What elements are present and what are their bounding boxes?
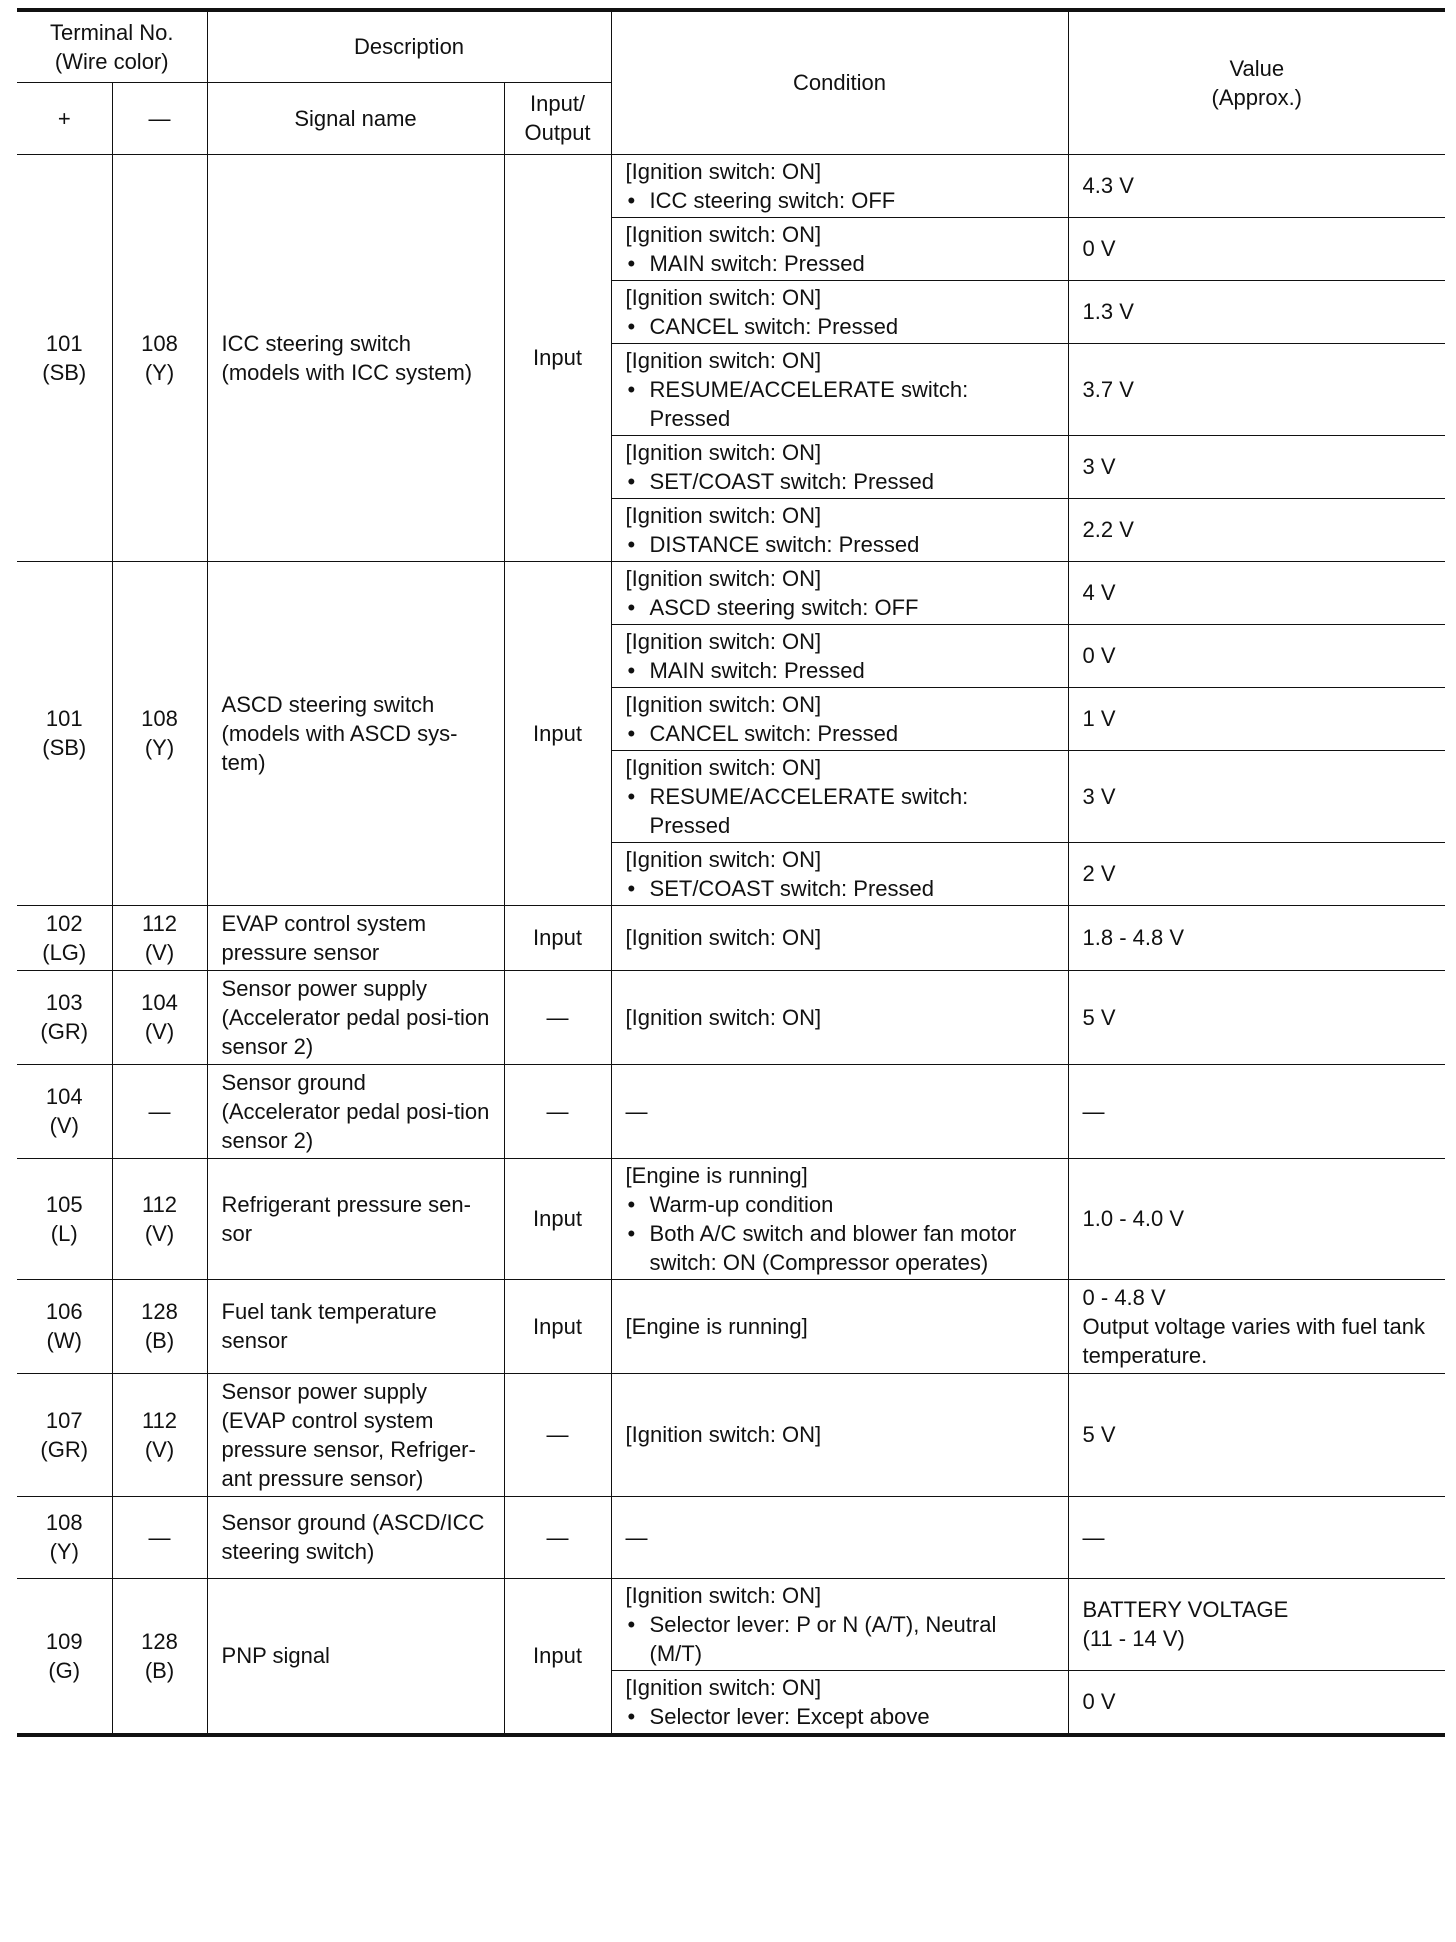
condition-bullet: • CANCEL switch: Pressed [626,719,1054,748]
input-output [504,905,611,970]
terminal-plus-text: 107 [45,1407,83,1433]
input-output [504,1496,611,1578]
value-text: 5 V [1082,1422,1116,1447]
condition-cell [611,970,1068,1064]
terminal-minus [112,154,207,561]
input-output-text: — [546,1004,569,1030]
terminal-plus-text: (SB) [42,735,87,760]
terminal-minus-text: (B) [144,1657,175,1683]
condition-head: [Ignition switch: ON] [625,691,822,717]
terminal-minus [112,1158,207,1279]
condition-head: [Ignition switch: ON] [625,628,822,654]
value-cell [1068,1578,1445,1670]
input-output-text: Input [533,925,582,950]
input-output-text: Input [533,720,582,746]
table-row [17,970,1445,1064]
terminal-plus-text: (GR) [40,1019,89,1044]
terminal-minus-text: (V) [144,1436,175,1462]
input-output [504,1373,611,1496]
value-cell [1068,624,1445,687]
value-text: 0 V [1082,643,1116,668]
signal-name-text: Sensor ground (ASCD/ICC steering switch) [221,1510,485,1564]
condition-head: [Ignition switch: ON] [625,502,822,528]
condition-head: — [625,1524,648,1550]
signal-name [207,1064,504,1158]
value-cell [1068,561,1445,624]
terminal-plus-text: 102 [45,910,83,936]
condition-bullet: • SET/COAST switch: Pressed [626,467,1054,496]
input-output-text: Input [533,1643,582,1668]
terminal-plus-text: 101 [45,330,83,356]
terminal-plus-text: (SB) [42,359,87,385]
terminal-plus-text: 101 [45,706,83,731]
value-text: 5 V [1082,1004,1116,1030]
terminal-minus [112,1373,207,1496]
terminal-plus [17,1158,112,1279]
io-header-line-1: Input/ [530,91,586,116]
table-row [17,1064,1445,1158]
terminal-plus-text: (GR) [40,1436,89,1462]
terminal-plus [17,970,112,1064]
terminal-plus-text: 108 [45,1510,83,1535]
terminal-minus [112,970,207,1064]
value-cell [1068,154,1445,217]
signal-name [207,1578,504,1735]
terminal-minus [112,1496,207,1578]
terminal-minus-text: — [148,1524,171,1550]
terminal-minus-text: 104 [141,990,178,1015]
condition-head: [Ignition switch: ON] [625,1674,822,1700]
input-output [504,970,611,1064]
input-output-text: — [546,1422,569,1447]
terminal-minus-text: (Y) [144,735,175,760]
value-text: 1.8 - 4.8 V [1082,925,1185,950]
value-cell [1068,1158,1445,1279]
terminal-minus-text: (V) [144,939,175,965]
condition-cell [611,435,1068,498]
terminal-plus [17,154,112,561]
condition-head: [Ignition switch: ON] [625,846,822,872]
condition-bullet: • RESUME/ACCELERATE switch: Pressed [626,782,1054,840]
table-row [17,1578,1445,1670]
terminal-plus-text: 104 [45,1084,83,1109]
approx-header-label: (Approx.) [1211,84,1303,110]
terminal-plus-text: 106 [45,1299,83,1324]
condition-bullet: • Selector lever: Except above [626,1702,1054,1731]
input-output-text: — [546,1524,569,1550]
terminal-minus-text: (B) [144,1328,175,1353]
terminal-plus [17,905,112,970]
value-cell [1068,343,1445,435]
terminal-minus [112,1064,207,1158]
value-cell [1068,905,1445,970]
signal-name [207,905,504,970]
value-cell [1068,217,1445,280]
value-text: 4.3 V [1082,173,1134,198]
terminal-minus [112,561,207,905]
terminal-minus-text: (V) [144,1220,175,1246]
condition-header: Condition [611,10,1068,154]
table-row [17,905,1445,970]
plus-header: + [17,82,112,154]
condition-cell [611,154,1068,217]
condition-bullet: • RESUME/ACCELERATE switch: Pressed [626,375,1054,433]
signal-name [207,1496,504,1578]
value-text: 1.0 - 4.0 V [1082,1206,1185,1231]
terminal-minus-text: 108 [141,706,178,731]
condition-head: [Ignition switch: ON] [625,347,822,373]
input-output [504,154,611,561]
terminal-minus [112,1578,207,1735]
signal-name-text: Sensor ground (Accelerator pedal posi-tion sensor 2) [221,1069,490,1153]
value-cell [1068,750,1445,842]
terminal-minus-text: 128 [141,1628,178,1654]
input-output [504,1578,611,1735]
header-row-1 [17,10,1445,82]
signal-name-text: Refrigerant pressure sen-sor [221,1191,471,1246]
signal-name-header: Signal name [207,82,504,154]
value-text: 3 V [1082,454,1116,479]
signal-name-text: ASCD steering switch (models with ASCD sys-tem) [221,691,458,775]
condition-head: [Ignition switch: ON] [625,754,822,780]
condition-bullet: • Both A/C switch and blower fan motor switch: ON (Compressor operates) [626,1219,1054,1277]
terminal-minus [112,905,207,970]
terminal-header [17,10,207,82]
value-header-label: Value [1229,55,1285,81]
terminal-minus-text: (V) [144,1019,175,1044]
value-text: 3 V [1082,783,1116,809]
condition-cell [611,217,1068,280]
signal-name-text: Sensor power supply (EVAP control system pressure sensor, Refriger-ant pressure sensor) [221,1378,476,1491]
signal-name-text: Sensor power supply (Accelerator pedal posi-tion sensor 2) [221,975,490,1059]
terminal-minus-text: 108 [141,330,178,356]
value-cell [1068,1279,1445,1373]
condition-bullet: • DISTANCE switch: Pressed [626,530,1054,559]
table-row [17,1496,1445,1578]
wire-color-header-label: (Wire color) [54,48,169,74]
input-output [504,1279,611,1373]
signal-name [207,1279,504,1373]
terminal-minus-text: 112 [141,1191,178,1217]
value-text: 0 - 4.8 V [1082,1284,1166,1310]
condition-bullet: • Selector lever: P or N (A/T), Neutral (M/T) [626,1610,1054,1668]
value-text: — [1082,1524,1105,1550]
condition-bullet: • ASCD steering switch: OFF [626,593,1054,622]
condition-cell [611,750,1068,842]
condition-bullet: • SET/COAST switch: Pressed [626,874,1054,903]
value-cell [1068,280,1445,343]
input-output [504,561,611,905]
value-text: 1.3 V [1082,299,1134,324]
terminal-plus-text: 105 [45,1191,83,1217]
terminal-plus-text: 109 [45,1628,83,1654]
signal-name-text: ICC steering switch (models with ICC system) [221,330,473,385]
terminal-minus-text: — [148,1098,171,1124]
condition-head: [Ignition switch: ON] [625,565,822,591]
table-row [17,1158,1445,1279]
condition-head: [Ignition switch: ON] [625,439,822,465]
value-cell [1068,970,1445,1064]
condition-cell [611,687,1068,750]
value-text: — [1082,1098,1105,1124]
condition-head: [Ignition switch: ON] [625,1582,822,1608]
terminal-plus-text: (L) [50,1220,78,1246]
value-text: (11 - 14 V) [1082,1626,1185,1651]
value-cell [1068,435,1445,498]
condition-head: [Ignition switch: ON] [625,158,822,184]
condition-cell [611,1158,1068,1279]
condition-cell [611,624,1068,687]
signal-name [207,154,504,561]
signal-name [207,1373,504,1496]
value-cell [1068,687,1445,750]
signal-name-text: PNP signal [221,1643,330,1668]
description-header: Description [207,10,611,82]
value-cell [1068,1064,1445,1158]
minus-header: — [112,82,207,154]
table-row [17,1373,1445,1496]
condition-head: [Ignition switch: ON] [625,221,822,247]
condition-cell [611,905,1068,970]
condition-head: [Engine is running] [625,1313,808,1339]
value-text: 1 V [1082,706,1116,731]
terminal-plus-text: (LG) [42,939,87,965]
condition-head: [Ignition switch: ON] [625,1004,822,1030]
io-header [504,82,611,154]
terminal-plus [17,1279,112,1373]
input-output-text: Input [533,1206,582,1231]
condition-head: [Ignition switch: ON] [625,284,822,310]
signal-name-text: EVAP control system pressure sensor [221,910,427,965]
condition-cell [611,1064,1068,1158]
condition-cell [611,1578,1068,1670]
input-output-text: — [546,1098,569,1124]
terminal-minus [112,1279,207,1373]
value-text: 3.7 V [1082,376,1134,402]
condition-cell [611,1670,1068,1735]
terminal-minus-text: 112 [141,910,178,936]
condition-head: [Engine is running] [625,1162,808,1188]
terminal-plus-text: 103 [45,990,83,1015]
table-body [17,154,1445,1735]
condition-cell [611,1496,1068,1578]
condition-head: — [625,1098,648,1124]
input-output-text: Input [533,345,582,370]
value-cell [1068,1373,1445,1496]
input-output-text: Input [533,1313,582,1339]
value-cell [1068,1496,1445,1578]
condition-bullet: • MAIN switch: Pressed [626,249,1054,278]
condition-cell [611,280,1068,343]
condition-head: [Ignition switch: ON] [625,1422,822,1447]
value-cell [1068,498,1445,561]
value-text: 4 V [1082,580,1116,605]
condition-cell [611,1279,1068,1373]
condition-cell [611,343,1068,435]
value-header [1068,10,1445,154]
condition-cell [611,1373,1068,1496]
io-header-line-2: Output [524,120,591,145]
value-text: 0 V [1082,236,1116,261]
terminal-plus [17,561,112,905]
condition-cell [611,498,1068,561]
condition-head: [Ignition switch: ON] [625,925,822,950]
signal-name [207,970,504,1064]
value-text: 2.2 V [1082,517,1134,542]
value-text: 0 V [1082,1689,1116,1714]
table-row [17,154,1445,217]
condition-bullet: • CANCEL switch: Pressed [626,312,1054,341]
terminal-plus-text: (G) [48,1657,81,1683]
condition-cell [611,842,1068,905]
condition-cell [611,561,1068,624]
terminal-plus [17,1064,112,1158]
input-output [504,1158,611,1279]
condition-bullet: • ICC steering switch: OFF [626,186,1054,215]
terminal-plus [17,1496,112,1578]
terminal-plus [17,1578,112,1735]
terminal-header-label: Terminal No. [50,19,174,45]
value-text: BATTERY VOLTAGE [1082,1597,1289,1622]
table-row [17,1279,1445,1373]
condition-bullet: • MAIN switch: Pressed [626,656,1054,685]
terminal-plus-text: (V) [49,1113,79,1138]
terminal-table [17,8,1445,1737]
signal-name [207,561,504,905]
terminal-minus-text: 128 [141,1299,178,1324]
value-cell [1068,842,1445,905]
terminal-plus-text: (W) [46,1328,82,1353]
signal-name-text: Fuel tank temperature sensor [221,1299,437,1353]
terminal-plus [17,1373,112,1496]
value-text: 2 V [1082,861,1116,886]
terminal-plus-text: (Y) [49,1539,79,1564]
signal-name [207,1158,504,1279]
input-output [504,1064,611,1158]
table-row [17,561,1445,624]
terminal-minus-text: 112 [141,1407,178,1433]
condition-bullet: • Warm-up condition [626,1190,1054,1219]
value-text: Output voltage varies with fuel tank temperature. [1082,1313,1425,1368]
value-cell [1068,1670,1445,1735]
terminal-minus-text: (Y) [144,359,175,385]
